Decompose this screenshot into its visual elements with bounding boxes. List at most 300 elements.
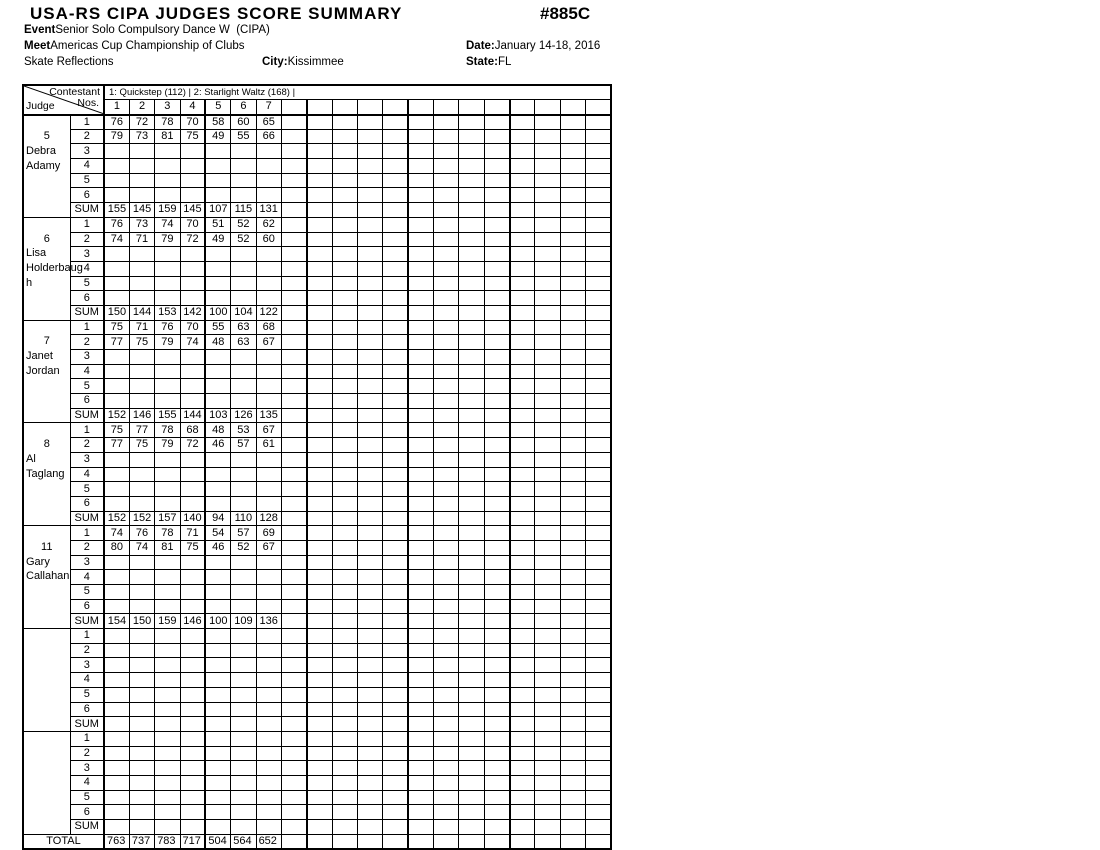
row-label-cell: 6: [70, 291, 104, 306]
score-cell: [408, 790, 433, 805]
score-cell: [459, 217, 484, 232]
score-cell: [357, 394, 382, 409]
score-cell: [383, 159, 408, 174]
score-cell: 78: [155, 115, 180, 130]
score-cell: [205, 746, 230, 761]
table-row: [23, 614, 611, 629]
score-cell: [129, 247, 154, 262]
score-cell: [408, 305, 433, 320]
score-cell: 107: [205, 203, 230, 218]
score-cell: 72: [129, 115, 154, 130]
score-cell: [484, 805, 509, 820]
score-cell: [510, 159, 535, 174]
score-cell: [510, 276, 535, 291]
score-cell: [307, 379, 332, 394]
meet-value: Americas Cup Championship of Clubs: [50, 40, 245, 52]
score-cell: [586, 540, 612, 555]
score-cell: 74: [180, 335, 205, 350]
score-cell: 159: [155, 203, 180, 218]
score-cell: [205, 467, 230, 482]
score-cell: 53: [231, 423, 256, 438]
score-cell: [307, 702, 332, 717]
judge-cell: [23, 629, 70, 732]
dance-names-header: 1: Quickstep (112) | 2: Starlight Waltz (168) |: [104, 85, 611, 100]
score-cell: [256, 746, 281, 761]
score-cell: [357, 643, 382, 658]
score-cell: [129, 746, 154, 761]
score-cell: [535, 305, 560, 320]
score-cell: [129, 188, 154, 203]
score-cell: [484, 423, 509, 438]
score-cell: [459, 467, 484, 482]
score-cell: [155, 496, 180, 511]
score-cell: [155, 643, 180, 658]
score-cell: [307, 247, 332, 262]
score-cell: [104, 746, 129, 761]
score-cell: [155, 350, 180, 365]
score-cell: [459, 247, 484, 262]
score-cell: [155, 629, 180, 644]
score-cell: [357, 511, 382, 526]
total-score-cell: [383, 834, 408, 849]
score-cell: [433, 305, 458, 320]
score-cell: [586, 217, 612, 232]
score-cell: [484, 305, 509, 320]
score-cell: [383, 408, 408, 423]
score-cell: [459, 203, 484, 218]
score-cell: [586, 394, 612, 409]
score-cell: [560, 496, 585, 511]
score-cell: [129, 585, 154, 600]
score-cell: [155, 820, 180, 835]
score-cell: [231, 687, 256, 702]
table-row: [23, 129, 611, 144]
score-cell: [129, 775, 154, 790]
score-cell: [129, 658, 154, 673]
score-cell: [560, 173, 585, 188]
score-cell: [332, 115, 357, 130]
score-cell: 57: [231, 438, 256, 453]
score-cell: [357, 320, 382, 335]
score-cell: [256, 555, 281, 570]
score-cell: [383, 482, 408, 497]
score-cell: 73: [129, 217, 154, 232]
score-cell: [433, 144, 458, 159]
score-cell: [484, 555, 509, 570]
score-cell: [281, 746, 306, 761]
score-cell: [383, 203, 408, 218]
score-cell: [307, 364, 332, 379]
score-cell: 70: [180, 217, 205, 232]
score-cell: [205, 496, 230, 511]
score-cell: [510, 540, 535, 555]
score-cell: [535, 379, 560, 394]
score-cell: [408, 643, 433, 658]
score-cell: [484, 467, 509, 482]
row-label-cell: 1: [70, 115, 104, 130]
contestant-number-header: 1: [104, 100, 129, 115]
score-cell: [281, 614, 306, 629]
score-cell: [231, 452, 256, 467]
score-cell: [307, 335, 332, 350]
score-cell: [256, 820, 281, 835]
score-cell: [586, 115, 612, 130]
row-label-cell: 3: [70, 658, 104, 673]
score-cell: [510, 305, 535, 320]
score-cell: [484, 643, 509, 658]
score-cell: [510, 379, 535, 394]
score-cell: [307, 805, 332, 820]
row-label-cell: 5: [70, 482, 104, 497]
score-cell: [433, 188, 458, 203]
score-cell: [155, 585, 180, 600]
score-cell: [104, 276, 129, 291]
judge-cell: [23, 115, 70, 218]
score-cell: [433, 423, 458, 438]
score-cell: [357, 217, 382, 232]
score-cell: [433, 291, 458, 306]
score-cell: [535, 687, 560, 702]
score-cell: [104, 394, 129, 409]
total-score-cell: 504: [205, 834, 230, 849]
score-cell: [433, 394, 458, 409]
score-cell: [484, 482, 509, 497]
score-cell: 154: [104, 614, 129, 629]
score-cell: [535, 673, 560, 688]
score-cell: [459, 746, 484, 761]
score-cell: [155, 394, 180, 409]
score-cell: [104, 247, 129, 262]
judge-cell: [23, 423, 70, 526]
score-cell: [459, 731, 484, 746]
score-cell: 54: [205, 526, 230, 541]
score-cell: [408, 761, 433, 776]
score-cell: [586, 467, 612, 482]
score-cell: [459, 423, 484, 438]
score-cell: [484, 496, 509, 511]
score-cell: [433, 702, 458, 717]
score-cell: 144: [180, 408, 205, 423]
score-cell: [535, 438, 560, 453]
score-cell: [180, 555, 205, 570]
score-cell: [332, 717, 357, 732]
score-cell: [307, 585, 332, 600]
total-score-cell: [281, 834, 306, 849]
score-cell: [459, 658, 484, 673]
score-cell: [129, 599, 154, 614]
score-cell: [433, 555, 458, 570]
score-cell: 131: [256, 203, 281, 218]
score-cell: [510, 291, 535, 306]
score-cell: [231, 467, 256, 482]
score-cell: [307, 350, 332, 365]
score-cell: 52: [231, 232, 256, 247]
score-cell: [459, 643, 484, 658]
score-cell: [560, 203, 585, 218]
score-cell: [256, 482, 281, 497]
score-cell: [510, 555, 535, 570]
score-cell: [129, 629, 154, 644]
score-cell: [332, 775, 357, 790]
score-cell: [256, 364, 281, 379]
score-cell: 81: [155, 540, 180, 555]
score-cell: 142: [180, 305, 205, 320]
score-cell: [408, 159, 433, 174]
score-cell: [408, 629, 433, 644]
table-row: [23, 144, 611, 159]
score-cell: [510, 511, 535, 526]
score-cell: [281, 144, 306, 159]
score-cell: [205, 555, 230, 570]
table-row: [23, 115, 611, 130]
score-cell: [205, 673, 230, 688]
score-cell: [383, 217, 408, 232]
score-cell: [535, 364, 560, 379]
score-cell: [383, 173, 408, 188]
score-cell: [459, 232, 484, 247]
score-cell: 146: [129, 408, 154, 423]
score-cell: [357, 350, 382, 365]
score-cell: [383, 790, 408, 805]
score-cell: [535, 496, 560, 511]
contestant-number-header: [383, 100, 408, 115]
score-cell: [535, 482, 560, 497]
score-cell: [332, 129, 357, 144]
score-cell: [459, 482, 484, 497]
row-label-cell: 2: [70, 232, 104, 247]
score-cell: [383, 775, 408, 790]
page-title: USA-RS CIPA JUDGES SCORE SUMMARY: [30, 4, 403, 23]
doc-number: #885C: [540, 4, 591, 23]
score-cell: [408, 115, 433, 130]
score-cell: [357, 540, 382, 555]
score-cell: [433, 658, 458, 673]
score-cell: [155, 555, 180, 570]
score-cell: [256, 761, 281, 776]
score-cell: [205, 188, 230, 203]
score-cell: [129, 687, 154, 702]
table-row: [23, 232, 611, 247]
score-cell: [357, 820, 382, 835]
score-cell: [510, 129, 535, 144]
score-cell: 128: [256, 511, 281, 526]
score-cell: [180, 775, 205, 790]
table-row: [23, 761, 611, 776]
score-cell: [256, 643, 281, 658]
score-cell: [307, 173, 332, 188]
table-row: [23, 570, 611, 585]
score-cell: [281, 247, 306, 262]
score-cell: [129, 452, 154, 467]
score-cell: 103: [205, 408, 230, 423]
city-value: Kissimmee: [287, 56, 344, 68]
score-cell: [357, 173, 382, 188]
score-cell: [129, 570, 154, 585]
row-label-cell: 4: [70, 159, 104, 174]
row-label-cell: 4: [70, 775, 104, 790]
score-cell: [129, 276, 154, 291]
row-label-cell: 6: [70, 394, 104, 409]
score-cell: [408, 217, 433, 232]
score-cell: 100: [205, 305, 230, 320]
score-cell: [484, 261, 509, 276]
score-cell: [535, 173, 560, 188]
score-cell: [408, 335, 433, 350]
score-cell: 75: [180, 129, 205, 144]
score-cell: [408, 394, 433, 409]
score-cell: [383, 702, 408, 717]
score-cell: [383, 687, 408, 702]
score-cell: [383, 585, 408, 600]
score-cell: [332, 173, 357, 188]
score-cell: [484, 790, 509, 805]
score-cell: [383, 364, 408, 379]
score-cell: [307, 291, 332, 306]
score-cell: [129, 673, 154, 688]
score-cell: 76: [129, 526, 154, 541]
contestant-number-header: [510, 100, 535, 115]
row-label-cell: SUM: [70, 408, 104, 423]
row-label-cell: 5: [70, 585, 104, 600]
score-cell: [510, 335, 535, 350]
table-row: [23, 467, 611, 482]
score-cell: [459, 805, 484, 820]
score-cell: [307, 261, 332, 276]
score-cell: [332, 599, 357, 614]
score-cell: [560, 452, 585, 467]
score-cell: [256, 452, 281, 467]
city-line: [262, 56, 344, 68]
score-cell: [560, 350, 585, 365]
score-cell: 58: [205, 115, 230, 130]
score-cell: [104, 159, 129, 174]
score-cell: [357, 247, 382, 262]
table-row: [23, 746, 611, 761]
table-row: [23, 790, 611, 805]
score-cell: 63: [231, 320, 256, 335]
score-cell: [408, 408, 433, 423]
score-cell: [560, 217, 585, 232]
score-cell: [129, 261, 154, 276]
score-cell: [332, 217, 357, 232]
score-cell: [510, 394, 535, 409]
score-cell: [459, 320, 484, 335]
total-score-cell: [307, 834, 332, 849]
table-row: [23, 217, 611, 232]
score-cell: [155, 570, 180, 585]
score-cell: [510, 643, 535, 658]
score-cell: [510, 717, 535, 732]
score-cell: [205, 702, 230, 717]
score-cell: 94: [205, 511, 230, 526]
score-cell: [510, 438, 535, 453]
score-cell: [307, 144, 332, 159]
score-cell: [180, 482, 205, 497]
score-cell: [535, 761, 560, 776]
score-cell: [256, 702, 281, 717]
score-cell: [231, 599, 256, 614]
score-cell: 75: [180, 540, 205, 555]
score-cell: [560, 805, 585, 820]
row-label-cell: 1: [70, 629, 104, 644]
score-cell: 52: [231, 540, 256, 555]
score-cell: [307, 746, 332, 761]
score-cell: 46: [205, 540, 230, 555]
table-row: [23, 511, 611, 526]
score-cell: [332, 350, 357, 365]
score-cell: [281, 496, 306, 511]
score-cell: [129, 496, 154, 511]
score-cell: [180, 467, 205, 482]
row-label-cell: 2: [70, 643, 104, 658]
score-cell: [256, 585, 281, 600]
score-cell: [180, 379, 205, 394]
score-cell: [535, 452, 560, 467]
score-cell: [332, 731, 357, 746]
total-score-cell: [433, 834, 458, 849]
score-cell: [535, 570, 560, 585]
row-label-cell: 6: [70, 496, 104, 511]
score-cell: [510, 673, 535, 688]
score-cell: [586, 731, 612, 746]
score-cell: [560, 555, 585, 570]
score-cell: [155, 673, 180, 688]
score-cell: [231, 585, 256, 600]
score-cell: [307, 511, 332, 526]
score-cell: [357, 129, 382, 144]
score-cell: [231, 775, 256, 790]
score-cell: [180, 452, 205, 467]
score-cell: [281, 658, 306, 673]
score-cell: [560, 629, 585, 644]
score-cell: [484, 364, 509, 379]
score-cell: [560, 643, 585, 658]
score-cell: [586, 746, 612, 761]
score-cell: [205, 790, 230, 805]
score-cell: [459, 540, 484, 555]
score-cell: [408, 276, 433, 291]
score-cell: [231, 629, 256, 644]
score-cell: [459, 761, 484, 776]
score-cell: [231, 247, 256, 262]
score-cell: [484, 379, 509, 394]
score-cell: [180, 364, 205, 379]
score-cell: [281, 570, 306, 585]
score-cell: [307, 203, 332, 218]
score-cell: 60: [256, 232, 281, 247]
score-cell: [510, 570, 535, 585]
row-label-cell: SUM: [70, 717, 104, 732]
score-cell: [155, 482, 180, 497]
score-cell: [560, 423, 585, 438]
table-row: [23, 188, 611, 203]
score-cell: 110: [231, 511, 256, 526]
score-cell: [510, 115, 535, 130]
row-label-cell: 2: [70, 540, 104, 555]
score-cell: 140: [180, 511, 205, 526]
contestant-number-header: [332, 100, 357, 115]
score-cell: [408, 438, 433, 453]
score-cell: [357, 658, 382, 673]
score-cell: [586, 452, 612, 467]
score-cell: [357, 438, 382, 453]
score-cell: 152: [129, 511, 154, 526]
score-cell: [459, 173, 484, 188]
score-cell: 75: [104, 320, 129, 335]
table-row: [23, 335, 611, 350]
score-cell: 79: [155, 438, 180, 453]
score-cell: [332, 232, 357, 247]
